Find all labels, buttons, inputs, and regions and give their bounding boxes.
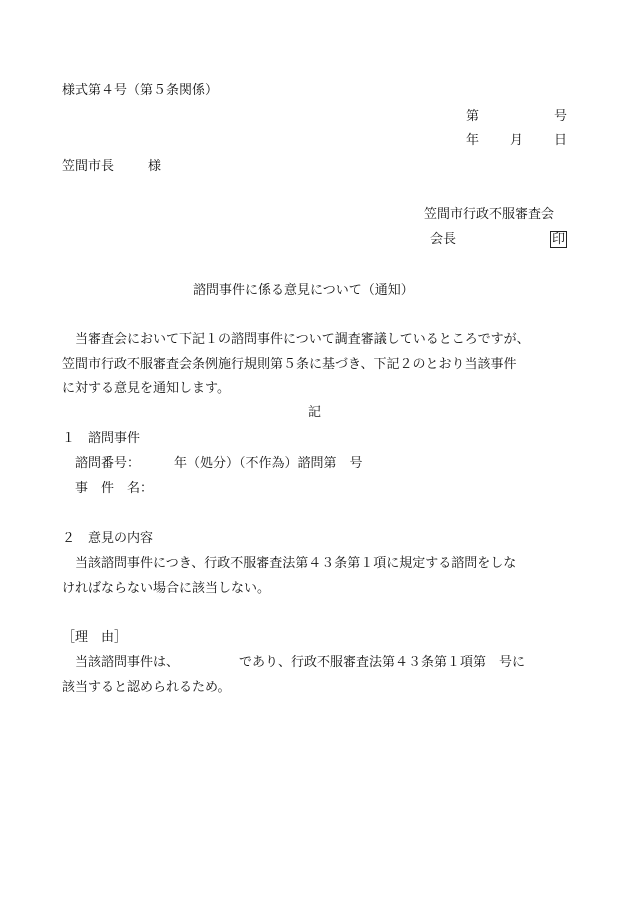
- addressee-name: 笠間市長: [62, 159, 115, 174]
- ki-marker: 記: [308, 405, 322, 420]
- reason-line-2: 該当すると認められるため。: [62, 680, 231, 695]
- reason-line-1-start: 当該諮問事件は、: [75, 655, 180, 670]
- sender-title: 会長: [430, 232, 457, 247]
- addressee-line: [62, 158, 161, 176]
- reason-line-1-end: であり、行政不服審査法第４３条第１項第 号に: [239, 655, 526, 670]
- body-line-1: 当審査会において下記１の諮問事件について調査審議しているところですが、: [75, 332, 530, 347]
- reason-line-1: [75, 654, 525, 672]
- date-year: 年: [466, 133, 480, 148]
- case-name-label: 事 件 名：: [75, 481, 154, 496]
- opinion-line-1: 当該諮問事件につき、行政不服審査法第４３条第１項に規定する諮問をしな: [75, 556, 517, 571]
- section2-heading: ２ 意見の内容: [62, 531, 154, 546]
- opinion-line-2: ければならない場合に該当しない。: [62, 581, 271, 596]
- inquiry-number-line: [75, 455, 363, 473]
- form-label: 様式第４号（第５条関係）: [62, 83, 219, 98]
- number-go: 号: [554, 109, 568, 124]
- section1-heading: １ 諮問事件: [62, 431, 141, 446]
- seal-stamp: 印: [552, 232, 566, 247]
- body-line-2: 笠間市行政不服審査会条例施行規則第５条に基づき、下記２のとおり当該事件: [62, 357, 517, 372]
- addressee-honorific: 様: [148, 159, 162, 174]
- body-line-3: に対する意見を通知します。: [62, 381, 230, 396]
- document-title: 諮問事件に係る意見について（通知）: [193, 283, 414, 298]
- sender-organization: 笠間市行政不服審査会: [424, 207, 555, 222]
- inquiry-number-label: 諮問番号：: [75, 456, 141, 471]
- sender-title-line: [430, 231, 566, 249]
- date-day: 日: [554, 133, 568, 148]
- reason-heading: ［理 由］: [62, 630, 128, 645]
- date-month: 月: [510, 133, 524, 148]
- inquiry-number-value: 年（処分）（不作為）諮問第 号: [174, 456, 363, 471]
- number-dai: 第: [466, 109, 480, 124]
